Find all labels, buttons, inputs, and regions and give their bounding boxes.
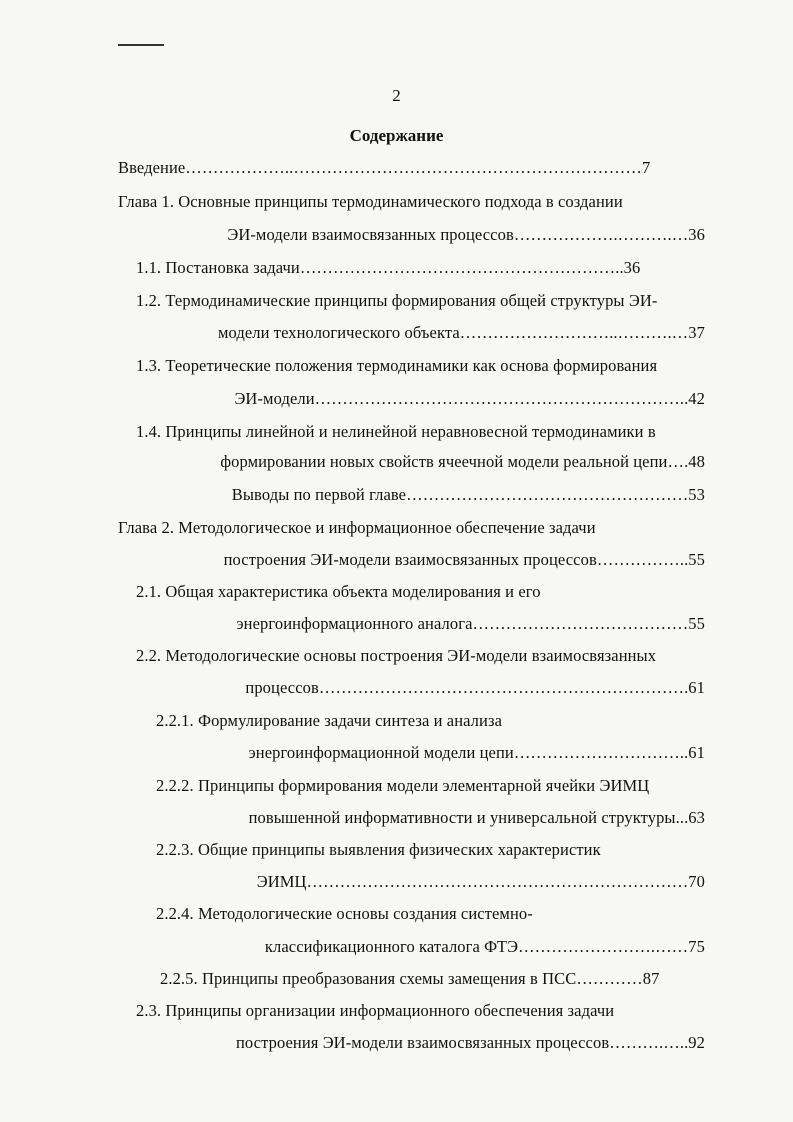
toc-entry: 2.2.5. Принципы преобразования схемы замещения в ПСС…………87	[160, 969, 660, 988]
toc-entry: ЭИ-модели…………………………………………………………..42	[234, 389, 705, 408]
toc-entry: 2.2. Методологические основы построения ЭИ-модели взаимосвязанных	[136, 646, 657, 665]
toc-entry: модели технологического объекта………………………..……….…37	[217, 323, 705, 342]
toc-entry: 1.1. Постановка задачи…………………………………………………..36	[136, 258, 641, 277]
toc-entry: 2.1. Общая характеристика объекта моделирования и его	[136, 582, 541, 601]
toc-entry: повышенной информативности и универсальной структуры...63	[248, 808, 705, 827]
page-number: 2	[392, 86, 401, 105]
toc-entry: процессов………………………………………………………….61	[245, 678, 705, 697]
toc-entry: классификационного каталога ФТЭ…………………….……75	[264, 937, 705, 956]
toc-entry: Введение………………..………………………………………………………7	[118, 158, 651, 177]
toc-entry: 1.4. Принципы линейной и нелинейной неравновесной термодинамики в	[136, 422, 656, 441]
toc-entry: формировании новых свойств ячеечной модели реальной цепи….48	[220, 452, 705, 471]
toc-entry: Выводы по первой главе……………………………………………53	[231, 485, 705, 504]
toc-entry: 1.3. Теоретические положения термодинамики как основа формирования	[136, 356, 658, 375]
toc-entry: 2.3. Принципы организации информационного обеспечения задачи	[136, 1001, 615, 1020]
toc-title: Содержание	[349, 126, 444, 145]
toc-entry: 1.2. Термодинамические принципы формирования общей структуры ЭИ-	[136, 291, 658, 310]
toc-entry: построения ЭИ-модели взаимосвязанных процессов……….…..92	[235, 1033, 705, 1052]
toc-entry: 2.2.1. Формулирование задачи синтеза и анализа	[156, 711, 502, 730]
toc-entry: ЭИ-модели взаимосвязанных процессов……………….……….…36	[227, 225, 705, 244]
toc-entry: энергоинформационного аналога…………………………………55	[236, 614, 705, 633]
toc-entry: энергоинформационной модели цепи…………………………..61	[248, 743, 705, 762]
toc-entry: Глава 2. Методологическое и информационное обеспечение задачи	[118, 518, 596, 537]
toc-entry: построения ЭИ-модели взаимосвязанных процессов……………..55	[223, 550, 705, 569]
toc-entry: 2.2.3. Общие принципы выявления физических характеристик	[156, 840, 601, 859]
toc-entry: Глава 1. Основные принципы термодинамического подхода в создании	[118, 192, 623, 211]
toc-entry: 2.2.2. Принципы формирования модели элементарной ячейки ЭИМЦ	[156, 776, 650, 795]
toc-entry: 2.2.4. Методологические основы создания системно-	[156, 904, 533, 923]
toc-entry: ЭИМЦ……………………………………………………………70	[256, 872, 705, 891]
